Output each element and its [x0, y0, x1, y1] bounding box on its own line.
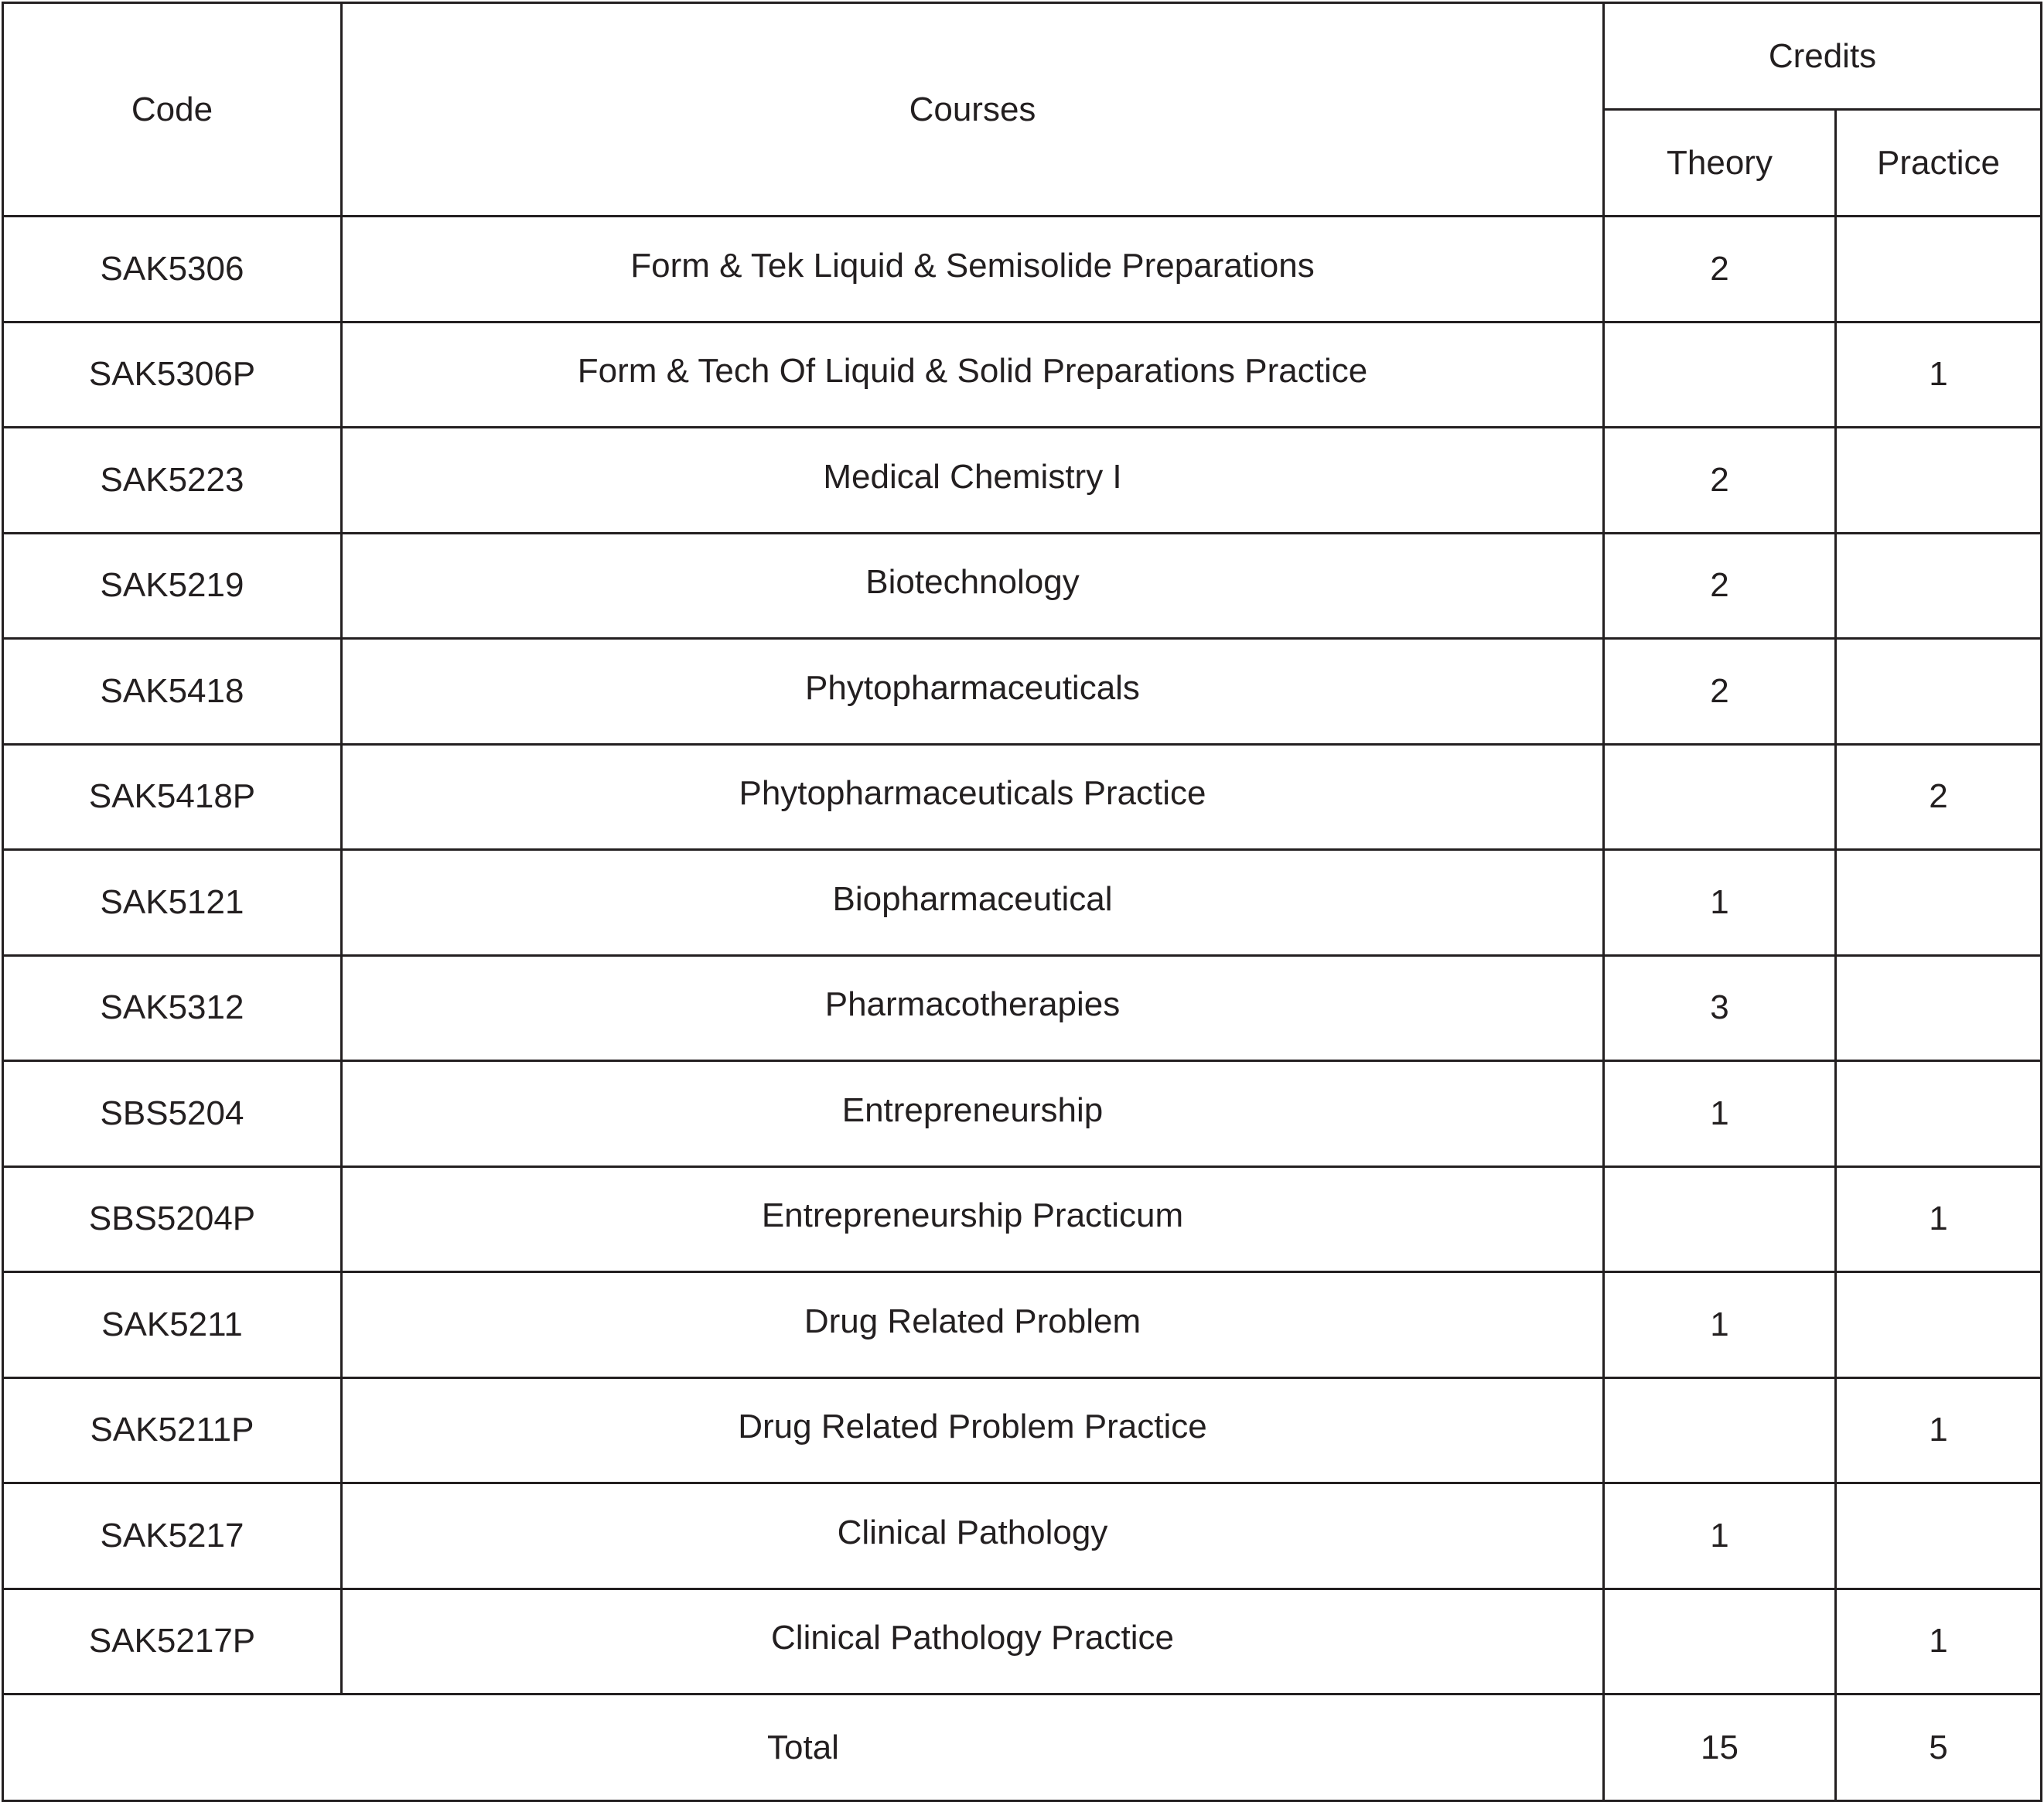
- theory-credits-text: 1: [1710, 1305, 1729, 1343]
- theory-credits-text: 2: [1710, 249, 1729, 288]
- course-name-cell: [342, 1377, 1604, 1483]
- practice-credits-cell: [1836, 533, 2042, 639]
- header-courses: Courses: [342, 3, 1604, 217]
- course-code-cell: [3, 1589, 342, 1694]
- course-name-cell: [342, 850, 1604, 956]
- theory-credits-text: 1: [1710, 1094, 1729, 1132]
- course-name-text: Phytopharmaceuticals: [805, 668, 1140, 707]
- course-code-cell: [3, 217, 342, 323]
- theory-credits-cell: [1604, 428, 1836, 534]
- theory-credits-cell: [1604, 639, 1836, 745]
- header-practice: Practice: [1836, 110, 2042, 217]
- course-code-cell: [3, 639, 342, 745]
- course-code-text: SAK5211: [101, 1305, 243, 1343]
- course-code-text: SAK5418P: [88, 777, 256, 816]
- practice-credits-cell: [1836, 1166, 2042, 1272]
- course-name-text: Biotechnology: [865, 563, 1080, 602]
- course-code-cell: [3, 850, 342, 956]
- theory-credits-cell: [1604, 955, 1836, 1061]
- course-code-text: SAK5306P: [88, 355, 256, 394]
- theory-credits-cell: [1604, 1589, 1836, 1694]
- total-label: Total: [3, 1694, 1604, 1801]
- table-row: [3, 1061, 2042, 1167]
- theory-credits-cell: [1604, 850, 1836, 956]
- table-body: [3, 217, 2042, 1694]
- course-name-cell: [342, 1589, 1604, 1694]
- course-code-cell: [3, 322, 342, 428]
- course-name-cell: [342, 1483, 1604, 1589]
- course-code-cell: [3, 428, 342, 534]
- course-name-cell: [342, 1166, 1604, 1272]
- practice-credits-cell: [1836, 322, 2042, 428]
- table-row: [3, 955, 2042, 1061]
- course-code-text: SAK5223: [100, 460, 244, 499]
- course-name-text: Drug Related Problem Practice: [738, 1408, 1207, 1446]
- practice-credits-text: 1: [1929, 1622, 1948, 1660]
- course-name-text: Form & Tech Of Liquid & Solid Preparations Practice: [577, 352, 1368, 391]
- total-row: [3, 1694, 2042, 1801]
- course-name-text: Clinical Pathology: [837, 1513, 1108, 1551]
- table-row: [3, 1589, 2042, 1694]
- practice-credits-cell: [1836, 1272, 2042, 1378]
- course-name-text: Phytopharmaceuticals Practice: [739, 774, 1206, 813]
- theory-credits-cell: [1604, 533, 1836, 639]
- practice-credits-text: 1: [1929, 1200, 1948, 1238]
- practice-credits-cell: [1836, 1589, 2042, 1694]
- course-name-text: Drug Related Problem: [804, 1302, 1141, 1340]
- practice-credits-text: 1: [1929, 1411, 1948, 1449]
- table-row: [3, 217, 2042, 323]
- theory-credits-text: 2: [1710, 460, 1729, 499]
- table-row: [3, 1377, 2042, 1483]
- theory-credits-cell: [1604, 1377, 1836, 1483]
- course-code-cell: [3, 1272, 342, 1378]
- course-code-text: SBS5204: [100, 1094, 244, 1132]
- course-name-text: Clinical Pathology Practice: [771, 1619, 1174, 1657]
- course-name-cell: [342, 322, 1604, 428]
- theory-credits-cell: [1604, 744, 1836, 850]
- practice-credits-cell: [1836, 1377, 2042, 1483]
- table-row: [3, 1272, 2042, 1378]
- theory-credits-text: 2: [1710, 566, 1729, 605]
- course-name-text: Medical Chemistry I: [823, 457, 1122, 496]
- course-code-cell: [3, 955, 342, 1061]
- course-code-cell: [3, 1166, 342, 1272]
- theory-credits-cell: [1604, 322, 1836, 428]
- table-row: [3, 1166, 2042, 1272]
- course-code-text: SAK5418: [100, 671, 244, 710]
- theory-credits-text: 2: [1710, 671, 1729, 710]
- header-row: [3, 3, 2042, 110]
- course-code-text: SAK5217P: [88, 1622, 256, 1660]
- course-name-text: Form & Tek Liquid & Semisolide Preparations: [630, 246, 1315, 285]
- table-row: [3, 533, 2042, 639]
- table-row: [3, 744, 2042, 850]
- practice-credits-text: 2: [1929, 777, 1948, 816]
- practice-credits-cell: [1836, 639, 2042, 745]
- course-code-text: SBS5204P: [88, 1200, 256, 1238]
- practice-credits-cell: [1836, 217, 2042, 323]
- course-code-cell: [3, 1377, 342, 1483]
- courses-table: [2, 2, 2042, 1802]
- course-name-cell: [342, 1061, 1604, 1167]
- total-practice: 5: [1836, 1694, 2042, 1801]
- course-code-cell: [3, 533, 342, 639]
- practice-credits-cell: [1836, 1483, 2042, 1589]
- course-name-cell: [342, 533, 1604, 639]
- theory-credits-cell: [1604, 1166, 1836, 1272]
- theory-credits-text: 3: [1710, 988, 1729, 1027]
- course-name-cell: [342, 1272, 1604, 1378]
- practice-credits-text: 1: [1929, 355, 1948, 394]
- course-code-text: SAK5312: [100, 988, 244, 1027]
- course-name-cell: [342, 639, 1604, 745]
- theory-credits-cell: [1604, 1061, 1836, 1167]
- course-code-text: SAK5306: [100, 249, 244, 288]
- course-name-text: Biopharmaceutical: [832, 879, 1113, 918]
- total-theory: 15: [1604, 1694, 1836, 1801]
- theory-credits-text: 1: [1710, 1516, 1729, 1555]
- course-name-cell: [342, 955, 1604, 1061]
- course-code-text: SAK5219: [100, 566, 244, 605]
- header-theory: Theory: [1604, 110, 1836, 217]
- course-code-text: SAK5217: [100, 1516, 244, 1555]
- table-row: [3, 850, 2042, 956]
- course-name-cell: [342, 428, 1604, 534]
- practice-credits-cell: [1836, 1061, 2042, 1167]
- course-code-cell: [3, 744, 342, 850]
- practice-credits-cell: [1836, 955, 2042, 1061]
- theory-credits-text: 1: [1710, 882, 1729, 921]
- course-name-text: Entrepreneurship: [841, 1090, 1104, 1129]
- header-code: Code: [3, 3, 342, 217]
- theory-credits-cell: [1604, 1483, 1836, 1589]
- header-credits: Credits: [1604, 3, 2042, 110]
- course-code-text: SAK5121: [100, 882, 244, 921]
- table-row: [3, 428, 2042, 534]
- theory-credits-cell: [1604, 217, 1836, 323]
- theory-credits-cell: [1604, 1272, 1836, 1378]
- practice-credits-cell: [1836, 428, 2042, 534]
- course-code-text: SAK5211P: [90, 1411, 254, 1449]
- course-name-text: Entrepreneurship Practicum: [761, 1196, 1184, 1235]
- course-code-cell: [3, 1483, 342, 1589]
- course-name-cell: [342, 744, 1604, 850]
- course-name-cell: [342, 217, 1604, 323]
- practice-credits-cell: [1836, 744, 2042, 850]
- course-name-text: Pharmacotherapies: [824, 985, 1121, 1024]
- table-row: [3, 322, 2042, 428]
- course-code-cell: [3, 1061, 342, 1167]
- table-row: [3, 1483, 2042, 1589]
- table-row: [3, 639, 2042, 745]
- practice-credits-cell: [1836, 850, 2042, 956]
